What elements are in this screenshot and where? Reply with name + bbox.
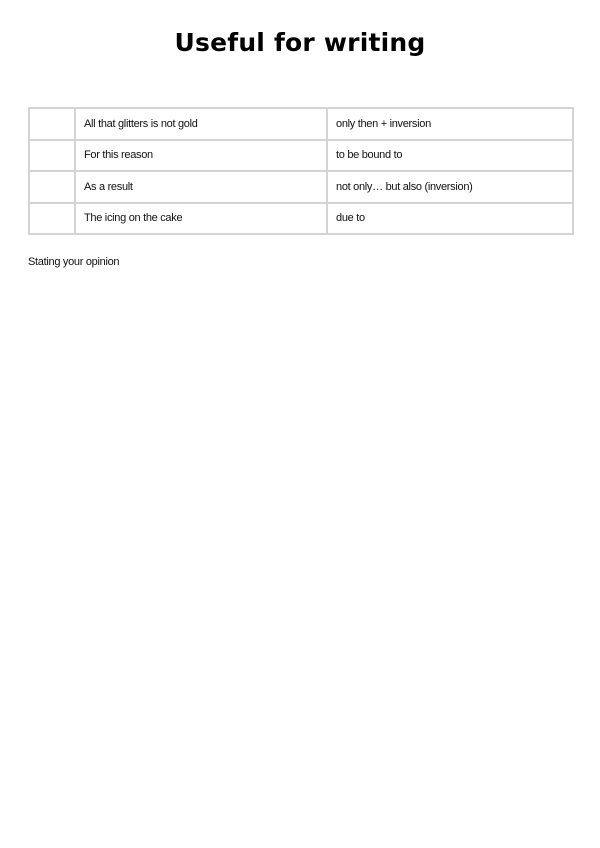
table-row — [29, 203, 573, 235]
table-cell-marker — [29, 203, 75, 235]
table-cell-structure: only then + inversion — [327, 108, 573, 140]
table-cell-structure: to be bound to — [327, 140, 573, 172]
table-cell-phrase: As a result — [75, 171, 327, 203]
table-cell-phrase: The icing on the cake — [75, 203, 327, 235]
table-cell-phrase: All that glitters is not gold — [75, 108, 327, 140]
table-cell-marker — [29, 171, 75, 203]
table-row — [29, 140, 573, 172]
table-row — [29, 108, 573, 140]
table-cell-marker — [29, 108, 75, 140]
table-cell-structure: not only… but also (inversion) — [327, 171, 573, 203]
table-cell-marker — [29, 140, 75, 172]
table-cell-structure: due to — [327, 203, 573, 235]
footer-text: Stating your opinion — [28, 256, 120, 268]
phrases-table — [28, 107, 574, 235]
page-title: Useful for writing — [174, 28, 426, 57]
table-row — [29, 171, 573, 203]
table-cell-phrase: For this reason — [75, 140, 327, 172]
